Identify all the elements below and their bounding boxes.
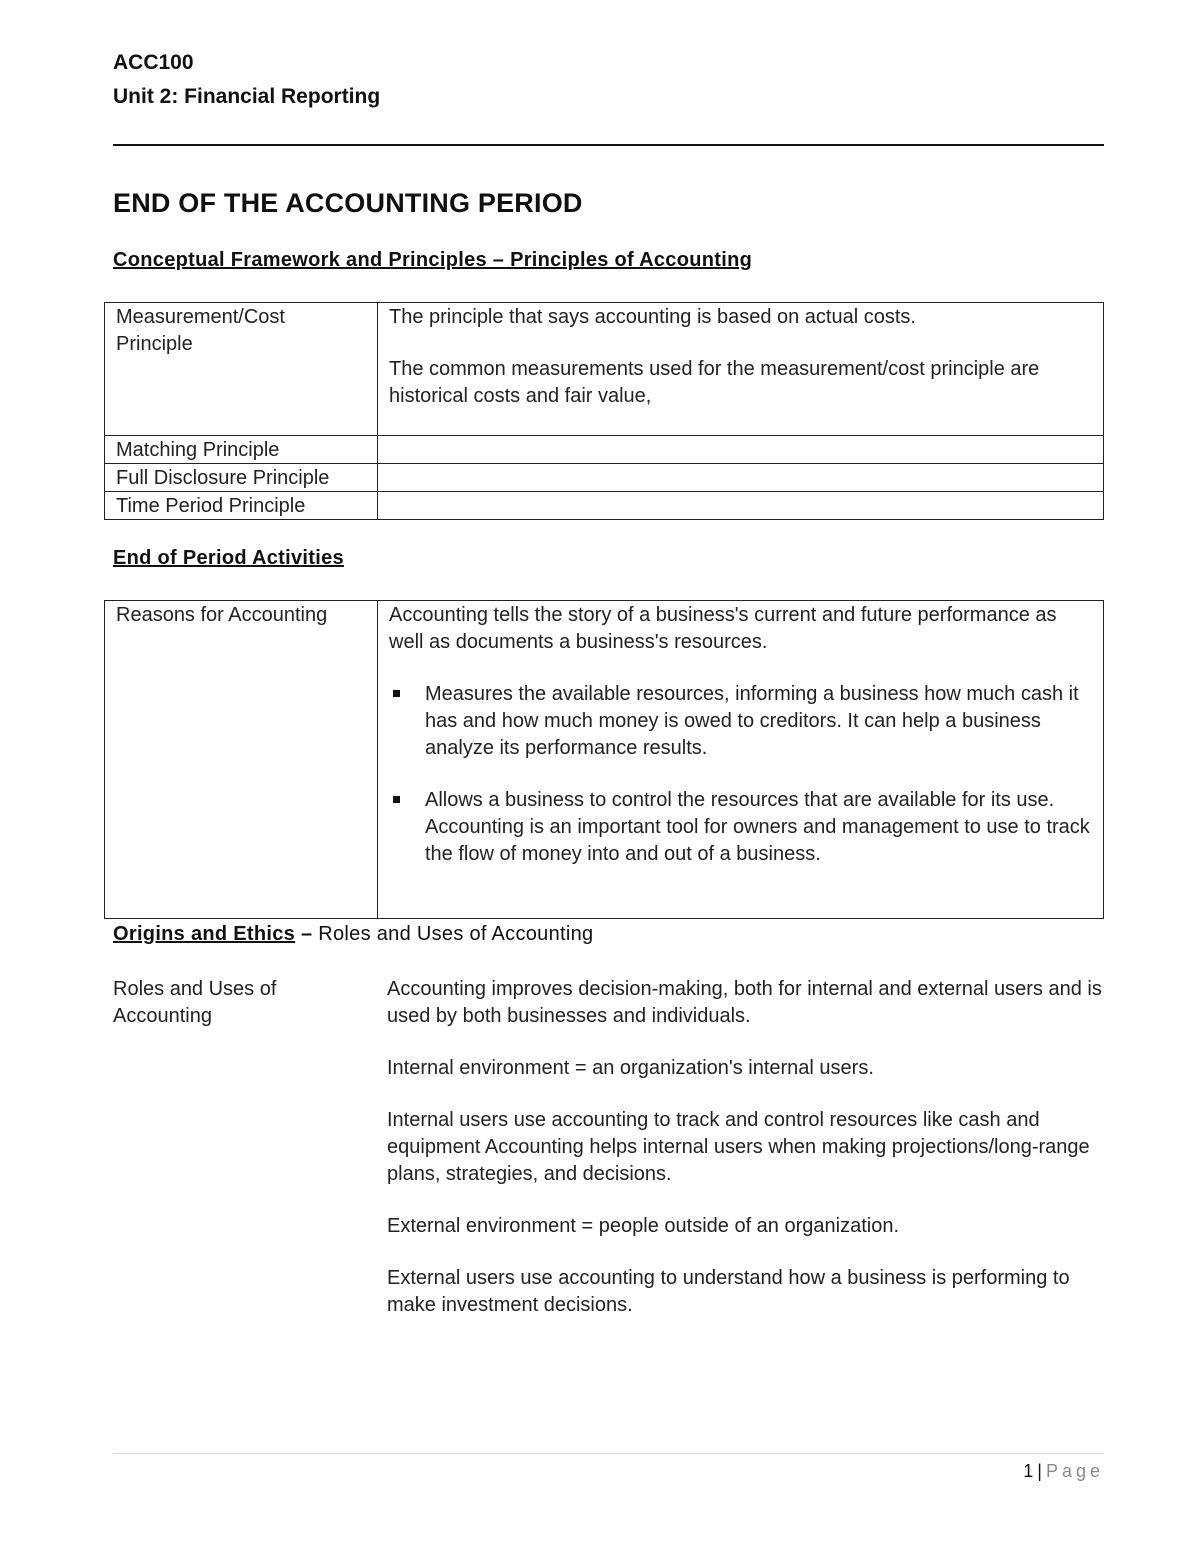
list-item [389, 681, 1093, 762]
list-item [389, 787, 1093, 868]
roles-paragraph: External users use accounting to understand how a business is performing to make investment decisions. [387, 1267, 1070, 1316]
table-row [105, 436, 1104, 464]
section-heading-origins [113, 923, 593, 946]
list-item-text: Allows a business to control the resources that are available for its use. Accounting is an important tool for owners and management to use to track the flow of money into and out of a business. [425, 789, 1090, 865]
roles-body [387, 976, 1103, 1344]
definition-cell [378, 492, 1104, 520]
page-footer [1023, 1461, 1104, 1482]
term-cell: Matching Principle [105, 436, 378, 464]
square-bullet-icon [393, 690, 400, 697]
table-row [105, 601, 1104, 919]
footer-divider [113, 1453, 1104, 1454]
table-row [105, 464, 1104, 492]
roles-label: Roles and Uses of Accounting [113, 978, 277, 1027]
heading-bold-part: Origins and Ethics [113, 923, 296, 945]
activities-table [104, 600, 1104, 919]
bullet-list [389, 681, 1093, 868]
roles-paragraph: Accounting improves decision-making, both for internal and external users and is used by both businesses and individuals. [387, 978, 1102, 1027]
term-cell: Time Period Principle [105, 492, 378, 520]
page-number: 1 [1023, 1461, 1034, 1481]
section-heading-activities: End of Period Activities [113, 547, 344, 569]
list-item-text: Measures the available resources, informing a business how much cash it has and how much money is owed to creditors. It can help a business analyze its performance results. [425, 683, 1079, 759]
term-cell: Reasons for Accounting [105, 601, 378, 919]
heading-dash: – [295, 923, 319, 945]
heading-rest: Roles and Uses of Accounting [318, 923, 594, 945]
table-row [105, 492, 1104, 520]
roles-paragraph: External environment = people outside of an organization. [387, 1215, 900, 1237]
unit-title: Unit 2: Financial Reporting [113, 85, 381, 108]
principles-table [104, 302, 1104, 520]
page-label: Page [1045, 1461, 1104, 1481]
definition-cell [378, 601, 1104, 919]
definition-cell [378, 303, 1104, 436]
roles-paragraph: Internal users use accounting to track and control resources like cash and equipment Accounting helps internal users when making projections/long-range plans, strategies, and decisions. [387, 1109, 1090, 1185]
definition-paragraph: The common measurements used for the measurement/cost principle are historical costs and fair value, [389, 358, 1040, 407]
table-row [105, 303, 1104, 436]
section-heading-principles: Conceptual Framework and Principles – Principles of Accounting [113, 249, 753, 271]
term-cell: Measurement/Cost Principle [105, 303, 378, 436]
roles-paragraph: Internal environment = an organization's internal users. [387, 1057, 874, 1079]
course-code: ACC100 [113, 51, 194, 74]
header-divider [113, 144, 1104, 146]
definition-cell [378, 464, 1104, 492]
document-header [113, 46, 380, 114]
footer-separator: | [1037, 1461, 1042, 1481]
definition-paragraph: The principle that says accounting is based on actual costs. [389, 306, 916, 328]
document-title: END OF THE ACCOUNTING PERIOD [113, 188, 583, 218]
definition-paragraph: Accounting tells the story of a business's current and future performance as well as documents a business's resources. [389, 604, 1057, 653]
term-cell: Full Disclosure Principle [105, 464, 378, 492]
square-bullet-icon [393, 796, 400, 803]
definition-cell [378, 436, 1104, 464]
